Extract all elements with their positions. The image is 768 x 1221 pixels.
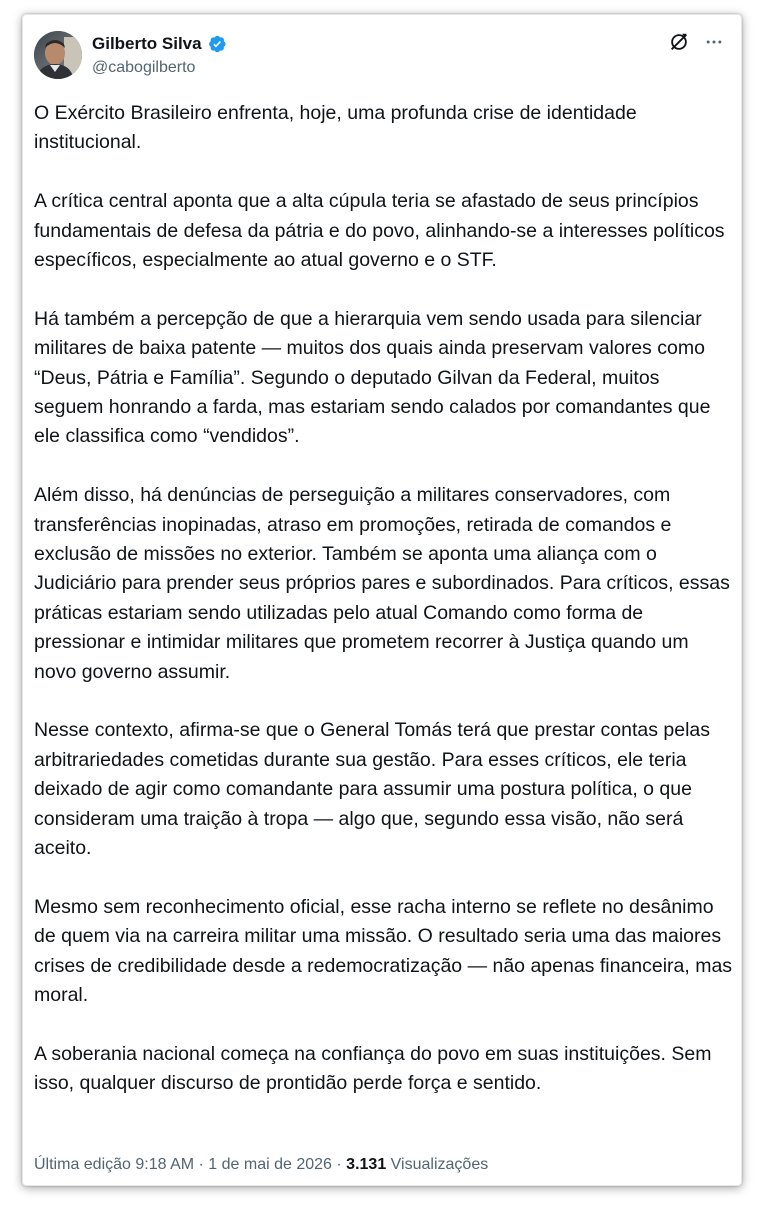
post-paragraph: Há também a percepção de que a hierarquia vem sendo usada para silenciar militares de baixa patente — muitos dos quais ainda preservam valores como “Deus, Pátria e Família”. Segundo o deputado Gilvan da Federal, muitos seguem honrando a farda, mas estariam sendo calados por comandantes que ele classifica como “vendidos”. [34,307,711,448]
footer-separator: · [194,1156,209,1173]
avatar[interactable] [34,31,82,79]
post-paragraph: O Exército Brasileiro enfrenta, hoje, uma profunda crise de identidade institucional. [34,102,637,154]
post-paragraph: Além disso, há denúncias de perseguição a militares conservadores, com transferências inopinadas, atraso em promoções, retirada de comandos e exclusão de missões no exterior. Também se aponta uma aliança com o Judiciário para prender seus próprios pares e subordinados. Para críticos, essas práticas estariam sendo utilizadas pelo atual Comando como forma de pressionar e intimidar militares que prometem recorrer à Justiça quando um novo governo assumir. [34,484,730,683]
author-block [92,33,227,77]
author-display-name[interactable]: Gilberto Silva [92,34,202,53]
post-paragraph: A soberania nacional começa na confiança do povo em suas instituições. Sem isso, qualquer discurso de prontidão perde força e sentido. [34,1042,712,1095]
avatar-image [34,31,82,79]
post-date[interactable]: 1 de mai de 2026 [208,1156,332,1173]
more-icon[interactable] [704,32,724,52]
author-handle[interactable]: @cabogilberto [92,59,196,76]
verified-badge-icon[interactable] [207,34,227,54]
edited-timestamp[interactable]: Última edição 9:18 AM [34,1156,195,1173]
views-count: 3.131 [346,1156,387,1173]
post-text [34,99,734,1099]
post-paragraph: Nesse contexto, afirma-se que o General Tomás terá que prestar contas pelas arbitrariedades cometidas durante sua gestão. Para esses críticos, ele teria deixado de agir como comandante para assumir uma postura política, o que consideram uma traição à tropa — algo que, segundo essa visão, não será aceito. [34,719,710,860]
grok-icon[interactable] [668,31,690,53]
post-actions [668,31,724,53]
views-label: Visualizações [390,1156,489,1173]
post-paragraph: A crítica central aponta que a alta cúpula teria se afastado de seus princípios fundamentais de defesa da pátria e do povo, alinhando-se a interesses políticos específicos, especialmente ao atual governo e o STF. [34,190,725,272]
name-row [92,33,227,55]
post-card [22,14,742,1186]
post-header [34,31,730,83]
post-footer [34,1156,488,1174]
footer-separator: · [331,1156,347,1173]
post-paragraph: Mesmo sem reconhecimento oficial, esse racha interno se reflete no desânimo de quem via na carreira militar uma missão. O resultado seria uma das maiores crises de credibilidade desde a redemocratização — não apenas financeira, mas moral. [34,895,733,1007]
